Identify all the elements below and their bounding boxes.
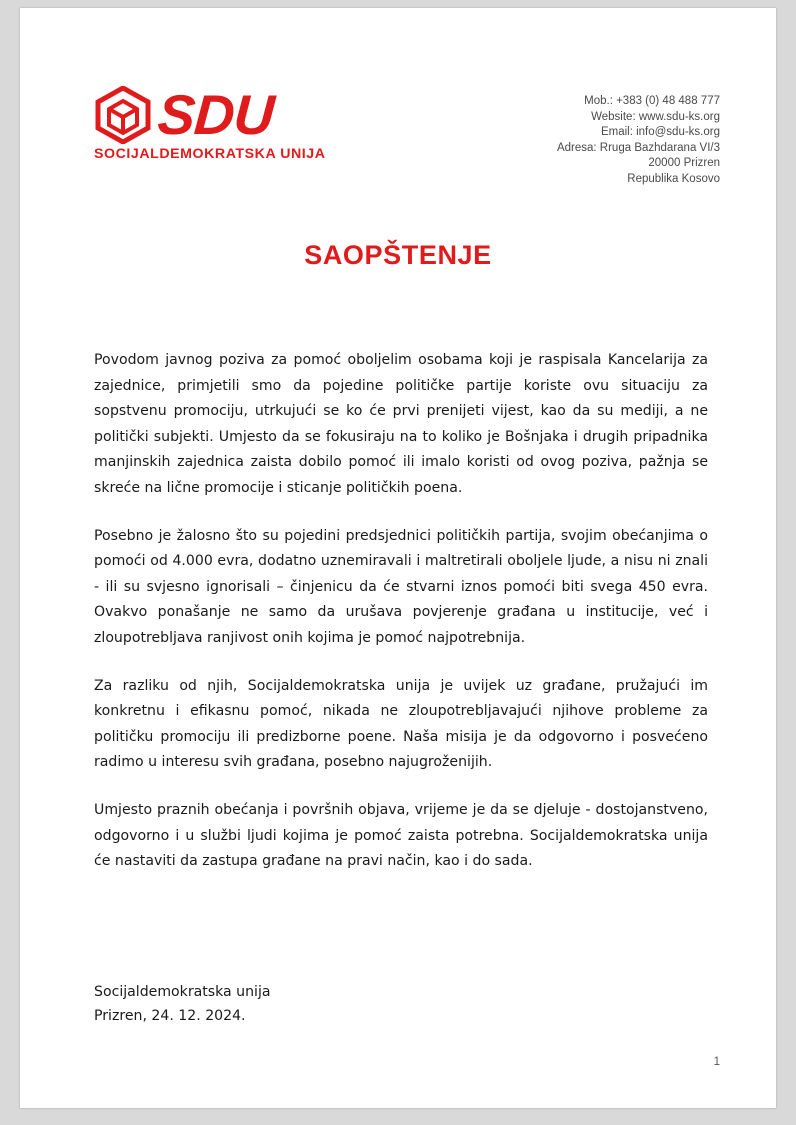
signature-block bbox=[94, 980, 271, 1028]
contact-mobile: Mob.: +383 (0) 48 488 777 bbox=[584, 95, 720, 107]
contact-website: Website: www.sdu-ks.org bbox=[591, 110, 720, 123]
contact-email: Email: info@sdu-ks.org bbox=[600, 126, 720, 138]
page-title: SAOPŠTENJE bbox=[304, 240, 492, 270]
document-page bbox=[20, 8, 776, 1108]
body-paragraph-1: Povodom javnog poziva za pomoć oboljelim osobama koji je raspisala Kancelarija za zajednice, primjetili smo da pojedine političke partije koriste ovu situaciju za sopstvenu promociju, utrkujući se ko će prvi prenijeti vijest, kao da su mediji, a ne politički subjekti. Umjesto da se fokusiraju na to koliko je Bošnjaka i drugih pripadnika manjinskih zajednica zaista dobilo pomoć ili imalo koristi od ovog poziva, pažnja se skreće na lične promocije i sticanje političkih poena. bbox=[94, 352, 708, 496]
logo-wordmark: SDU bbox=[155, 83, 276, 146]
contact-info bbox=[557, 94, 720, 187]
logo-subtitle: SOCIJALDEMOKRATSKA UNIJA bbox=[94, 146, 326, 162]
contact-postal: 20000 Prizren bbox=[648, 157, 720, 169]
signature-organization: Socijaldemokratska unija bbox=[94, 984, 271, 1000]
contact-address: Adresa: Rruga Bazhdarana VI/3 bbox=[556, 141, 720, 154]
logo-row bbox=[94, 83, 334, 146]
body-paragraph-4: Umjesto praznih obećanja i površnih objava, vrijeme je da se djeluje - dostojanstveno, odgovorno i u službi ljudi kojima je pomoć zaista potrebna. Socijaldemokratska unija će nastaviti da zastupa građane na pravi način, kao i do sada. bbox=[94, 801, 708, 870]
body-paragraph-3: Za razliku od njih, Socijaldemokratska unija je uvijek uz građane, pružajući im konkretnu i efikasnu pomoć, nikada ne zloupotrebljavajući njihove probleme za političku promociju ili predizborne poene. Naša misija je da odgovorno i posvećeno radimo u interesu svih građana, posebno najugroženijih. bbox=[94, 677, 708, 771]
signature-place-date: Prizren, 24. 12. 2024. bbox=[94, 1008, 246, 1024]
document-body bbox=[94, 348, 708, 875]
page-number: 1 bbox=[713, 1056, 720, 1068]
letterhead bbox=[20, 8, 776, 185]
logo bbox=[94, 83, 334, 162]
body-paragraph-2: Posebno je žalosno što su pojedini predsjednici političkih partija, svojim obećanjima o pomoći od 4.000 evra, dodatno uznemiravali i maltretirali oboljele ljude, a nisu ni znali - ili su svjesno ignorisali – činjenicu da će stvarni iznos pomoći biti svega 450 evra. Ovakvo ponašanje ne samo da urušava povjerenje građana u institucije, već i zloupotrebljava ranjivost onih kojima je pomoć najpotrebnija. bbox=[94, 527, 708, 646]
sdu-hexagon-logo-icon bbox=[94, 86, 152, 144]
contact-country: Republika Kosovo bbox=[627, 172, 720, 185]
